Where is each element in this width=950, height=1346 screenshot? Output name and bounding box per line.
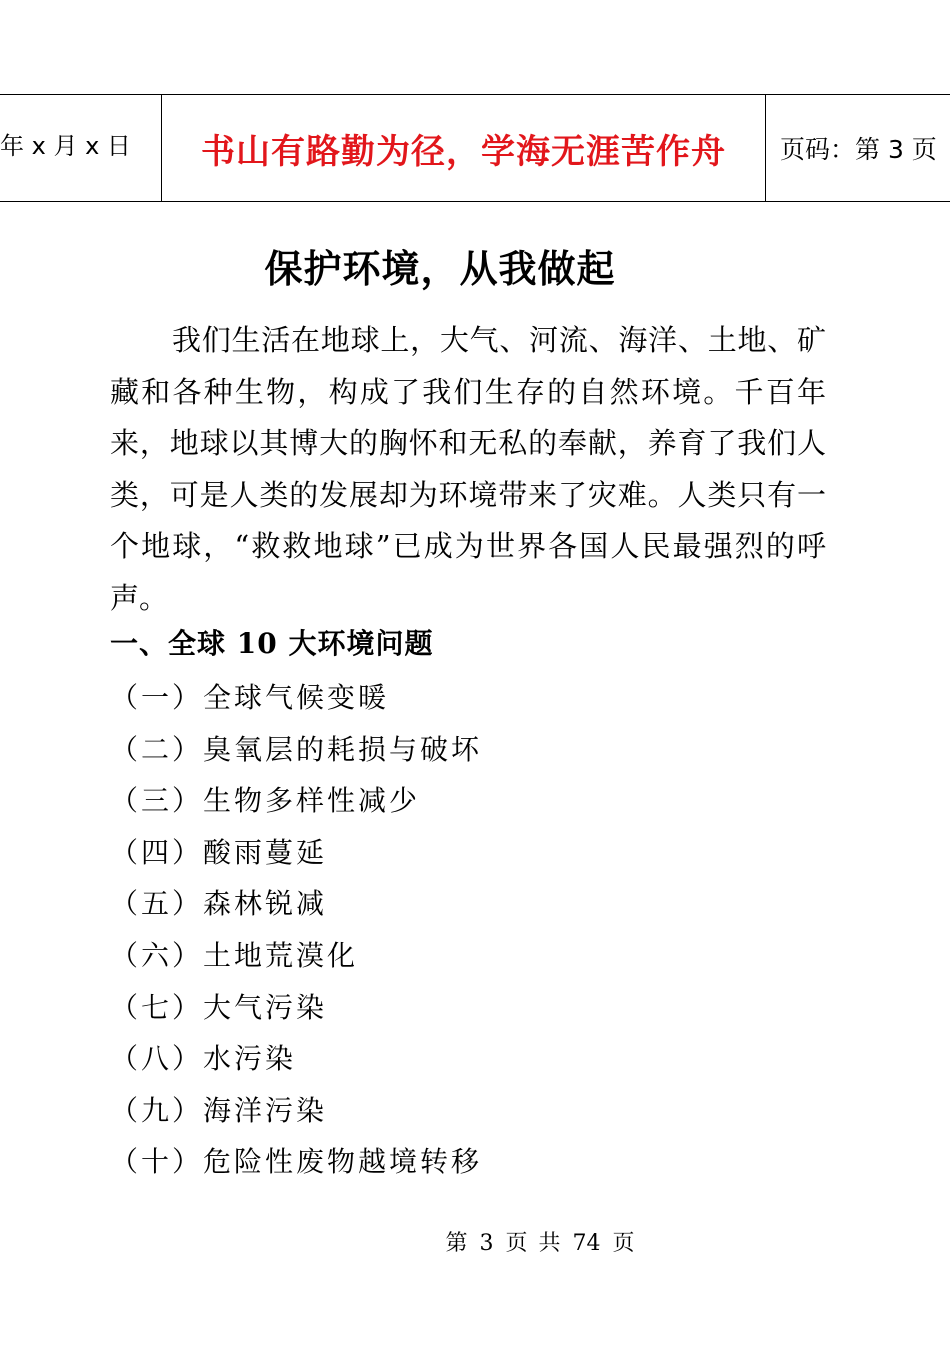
list-item: （一）全球气候变暖: [110, 681, 390, 714]
footer-suffix: 页: [612, 1231, 635, 1256]
header-date: 年 x 月 x 日: [0, 95, 162, 201]
list-item: （九）海洋污染: [110, 1093, 328, 1127]
section-heading: 一、全球 10 大环境问题: [110, 627, 434, 660]
list-item: （四）酸雨蔓延: [110, 835, 328, 869]
list-item: （十）危险性废物越境转移: [110, 1145, 483, 1179]
list-item: （六）土地荒漠化: [110, 938, 359, 972]
list-item: （七）大气污染: [110, 990, 328, 1024]
list-item: （八）水污染: [110, 1042, 297, 1076]
header-motto: 书山有路勤为径，学海无涯苦作舟: [162, 95, 766, 201]
list-item: （三）生物多样性减少: [110, 784, 421, 818]
header-page-code: 页码：第 3 页: [780, 135, 937, 164]
intro-paragraph: 我们生活在地球上，大气、河流、海洋、土地、矿藏和各种生物，构成了我们生存的自然环境。千百年来，地球以其博大的胸怀和无私的奉献，养育了我们人类，可是人类的发展却为环境带来了灾难。人类只有一个地球，“救救地球”已成为世界各国人民最强烈的呼声。: [110, 323, 826, 615]
document-title: 保护环境，从我做起: [264, 247, 616, 291]
footer-middle: 页 共: [505, 1231, 561, 1256]
footer-prefix: 第: [445, 1231, 468, 1256]
footer-current-page: 3: [479, 1231, 494, 1256]
header-table: [0, 94, 950, 202]
page-footer: [0, 1226, 950, 1257]
footer-total-pages: 74: [572, 1231, 601, 1256]
list-item: （二）臭氧层的耗损与破坏: [110, 732, 483, 766]
list-item: （五）森林锐减: [110, 887, 328, 921]
issue-list: [110, 674, 482, 1190]
